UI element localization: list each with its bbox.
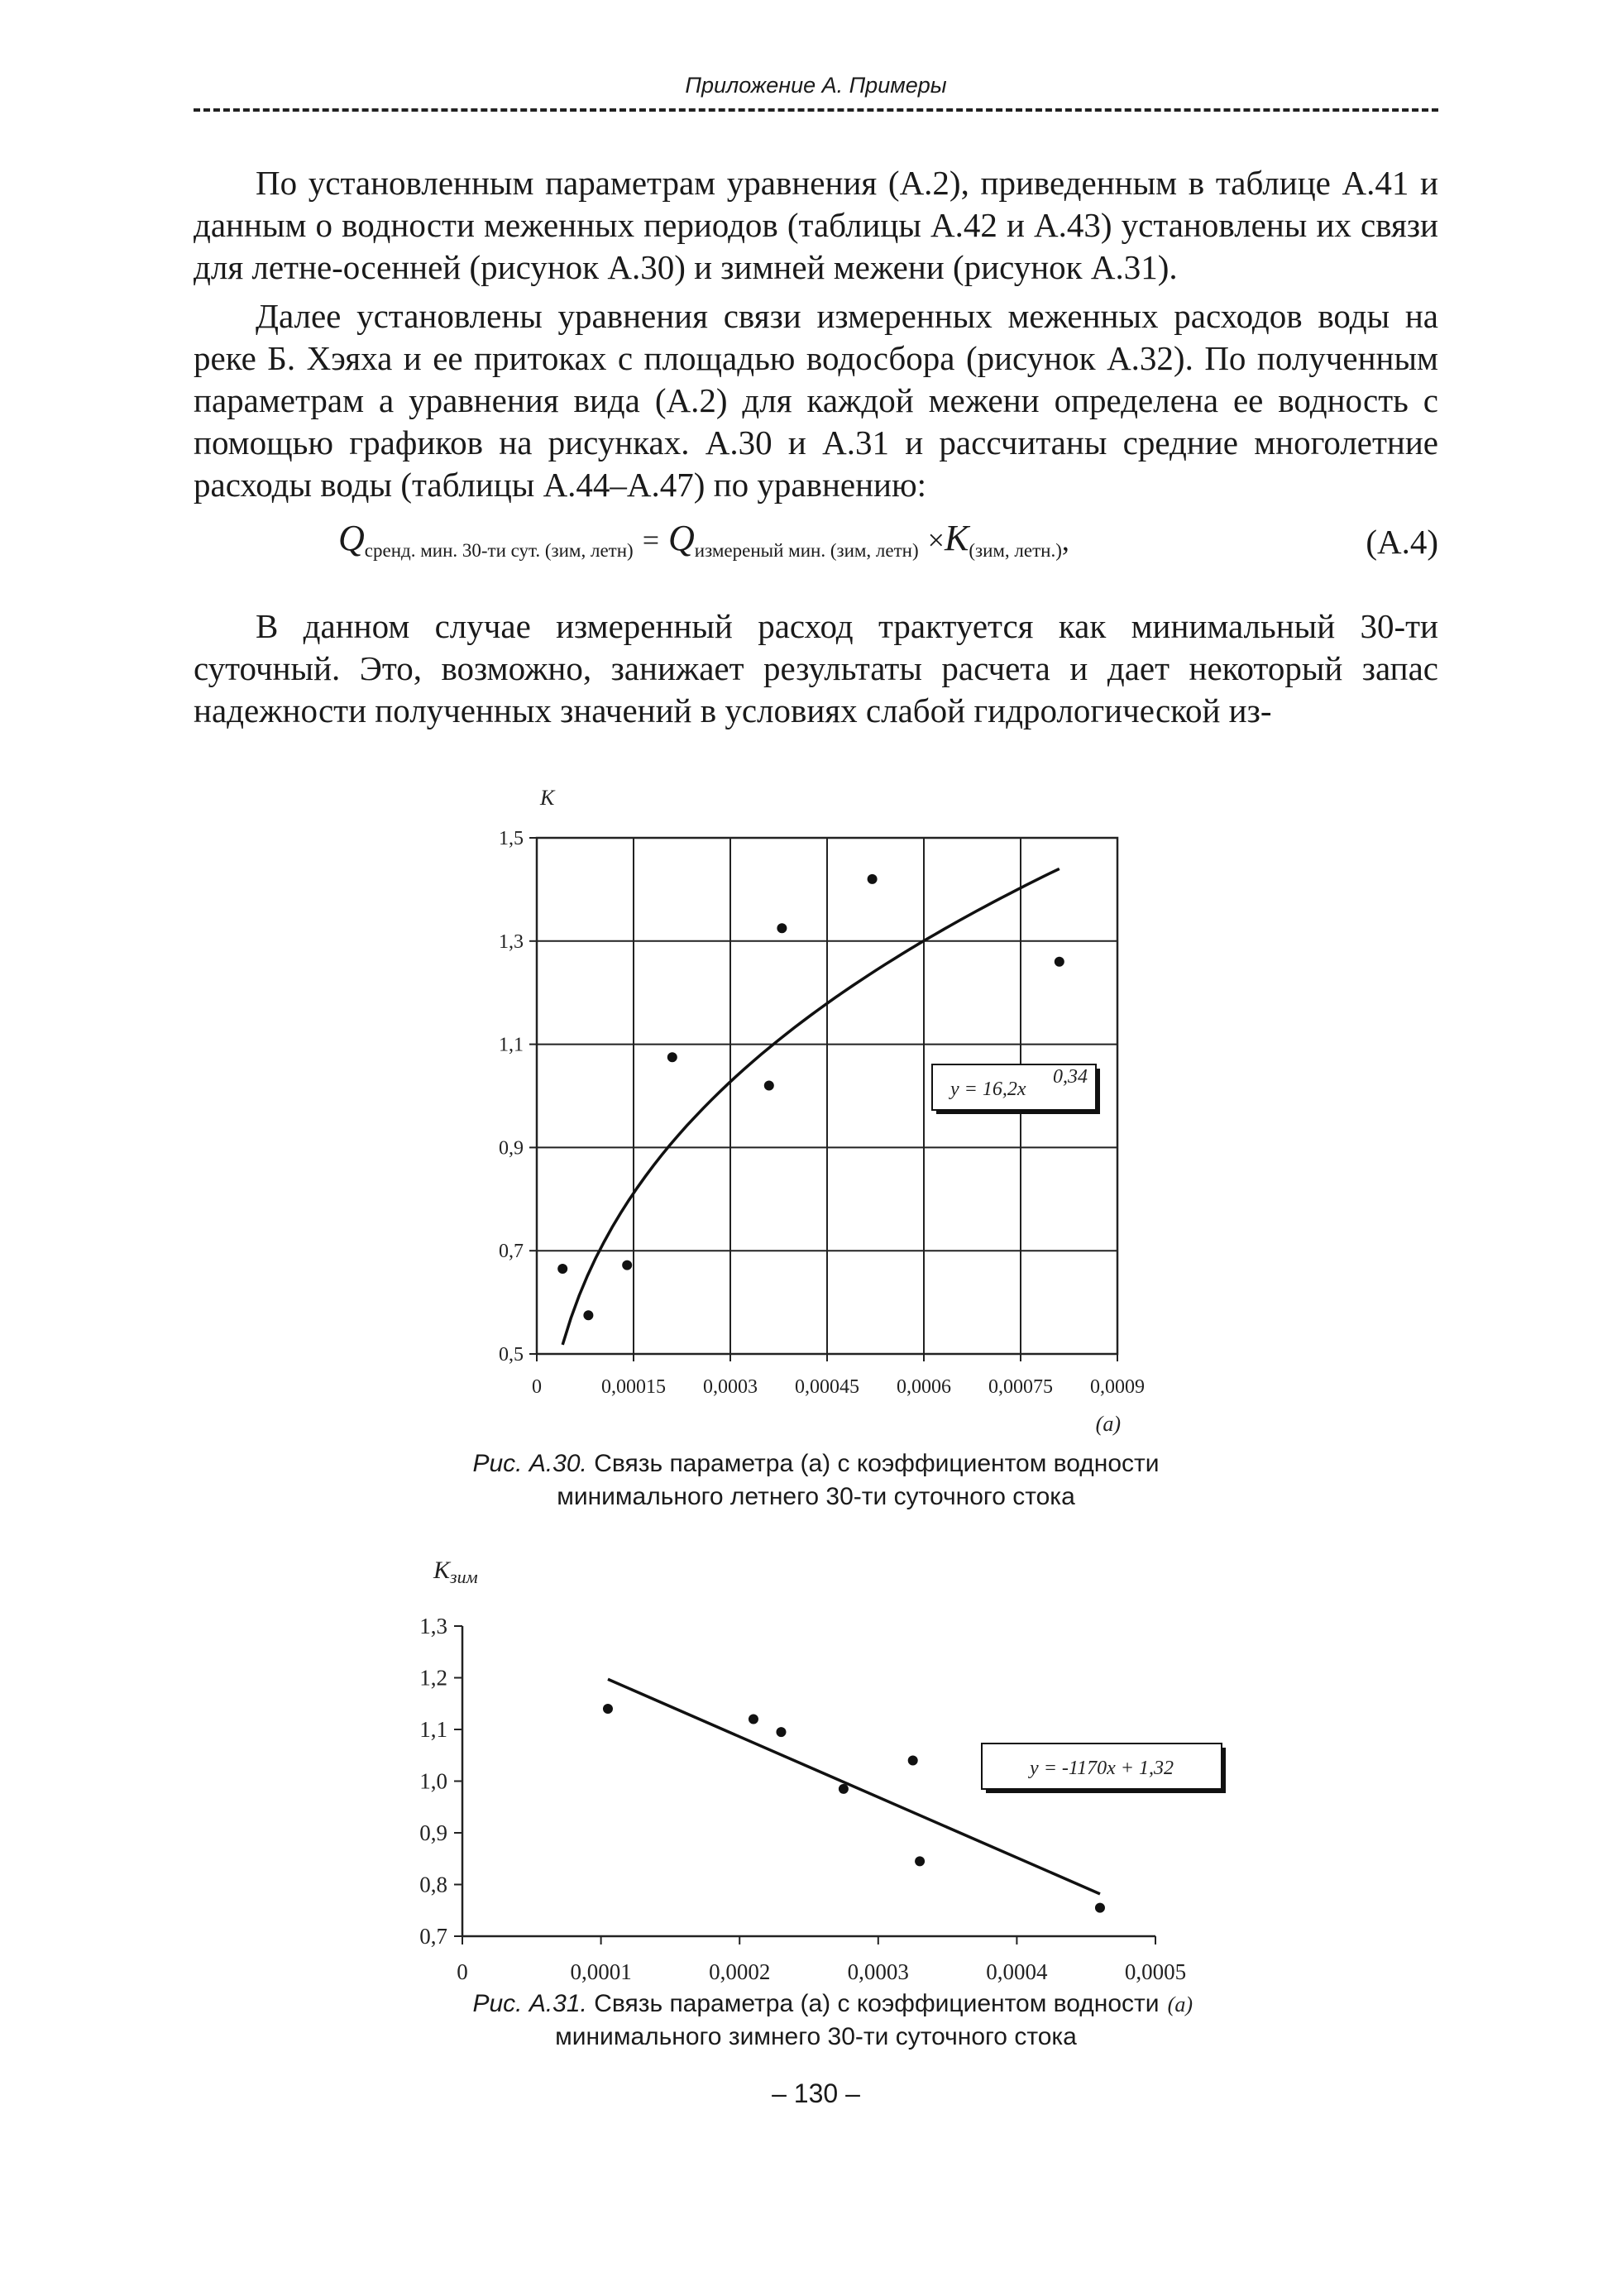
- paragraph-1: По установленным параметрам уравнения (А.2), приведенным в таблице А.41 и данным о водности меженных периодов (таблицы А.42 и А.43) установлены их связи для летне-осенней (рисунок А.30) и зимней межени (рисунок А.31).: [194, 164, 1438, 286]
- data-point: [839, 1784, 849, 1794]
- equation-number: (А.4): [1366, 523, 1438, 561]
- x-axis-label: (a): [1167, 1992, 1193, 2016]
- x-axis-label: (a): [1095, 1412, 1121, 1436]
- y-axis-label: K: [540, 786, 555, 810]
- caption-fig-a30-text: Связь параметра (а) с коэффициентом водности: [586, 1450, 1160, 1477]
- eq-k: K: [944, 518, 969, 558]
- paragraph-3: В данном случае измеренный расход трактуется как минимальный 30-ти суточный. Это, возможно, занижает результаты расчета и дает некоторый запас надежности полученных значений в условиях слабой гидрологической из-: [194, 607, 1438, 729]
- data-point: [749, 1715, 758, 1724]
- trend-equation-label: y = -1170x + 1,32: [1030, 1758, 1174, 1779]
- eq-q2-sub: измереный мин. (зим, летн): [694, 540, 919, 561]
- y-tick-label: 0,9: [499, 1137, 524, 1160]
- y-tick-label: 0,7: [419, 1924, 447, 1949]
- x-tick-label: 0,0003: [847, 1959, 909, 1984]
- data-point: [603, 1704, 613, 1714]
- data-point: [915, 1856, 925, 1866]
- y-tick-label: 1,5: [499, 828, 524, 849]
- caption-fig-a30-line2: минимального летнего 30-ти суточного стока: [557, 1483, 1075, 1510]
- page-number: – 130 –: [772, 2078, 860, 2108]
- y-tick-label: 1,0: [419, 1768, 447, 1794]
- running-header: Приложение А. Примеры: [685, 73, 947, 98]
- x-tick-label: 0,0003: [703, 1376, 758, 1398]
- x-tick-label: 0,00015: [601, 1376, 666, 1398]
- trend-equation-label: y = 16,2x: [950, 1079, 1026, 1100]
- eq-q1-sub: сренд. мин. 30-ти сут. (зим, летн): [364, 540, 634, 561]
- x-tick-label: 0,0002: [709, 1959, 771, 1984]
- data-point: [1095, 1903, 1105, 1913]
- x-tick-label: 0,0006: [897, 1376, 951, 1398]
- x-tick-label: 0,0009: [1090, 1376, 1145, 1398]
- caption-fig-a31-line1: [194, 1987, 1438, 2021]
- y-tick-label: 1,1: [419, 1717, 447, 1742]
- y-tick-label: 0,7: [499, 1241, 524, 1263]
- x-tick-label: 0,00045: [795, 1376, 859, 1398]
- data-point: [776, 1727, 786, 1737]
- x-tick-label: 0,00075: [988, 1376, 1053, 1398]
- trend-equation-exponent: 0,34: [1053, 1066, 1088, 1088]
- eq-q2: Q: [668, 518, 695, 558]
- data-point: [908, 1756, 918, 1766]
- y-tick-label: 1,2: [419, 1665, 447, 1691]
- caption-fig-a31-label: Рис. А.31.: [472, 1990, 587, 2017]
- eq-comma: ,: [1061, 524, 1069, 557]
- caption-fig-a31-line2: минимального зимнего 30-ти суточного стока: [555, 2023, 1077, 2050]
- eq-times: ×: [927, 524, 945, 557]
- y-tick-label: 1,1: [499, 1034, 524, 1056]
- caption-fig-a31: [194, 1987, 1438, 2054]
- y-tick-label: 1,3: [499, 930, 524, 953]
- y-axis-label: [433, 1557, 478, 1587]
- y-tick-label: 0,8: [419, 1872, 447, 1897]
- paragraph-2: Далее установлены уравнения связи измеренных меженных расходов воды на реке Б. Хэяха и ее притоках с площадью водосбора (рисунок А.32). По полученным параметрам a уравнения вида (А.2) для каждой межени определена ее водность с помощью графиков на рисунках. А.30 и А.31 и рассчитаны средние многолетние расходы воды (таблицы А.44–А.47) по уравнению:: [194, 297, 1438, 504]
- y-tick-label: 1,3: [419, 1614, 447, 1638]
- x-tick-label: 0,0001: [570, 1959, 632, 1984]
- eq-equals: =: [642, 524, 660, 557]
- y-axis-label-sub: зим: [450, 1567, 478, 1587]
- x-tick-label: 0: [457, 1959, 468, 1984]
- x-tick-label: 0: [532, 1376, 542, 1398]
- caption-fig-a31-text: Связь параметра (а) с коэффициентом водности: [586, 1990, 1160, 2017]
- y-tick-label: 0,5: [499, 1344, 524, 1366]
- eq-q1: Q: [338, 518, 365, 558]
- y-axis-label-main: K: [433, 1557, 451, 1584]
- x-tick-label: 0,0004: [986, 1959, 1048, 1984]
- caption-fig-a30-label: Рис. А.30.: [472, 1450, 587, 1477]
- y-tick-label: 0,9: [419, 1820, 447, 1845]
- x-tick-label: 0,0005: [1124, 1959, 1187, 1984]
- eq-k-sub: (зим, летн.): [969, 540, 1062, 561]
